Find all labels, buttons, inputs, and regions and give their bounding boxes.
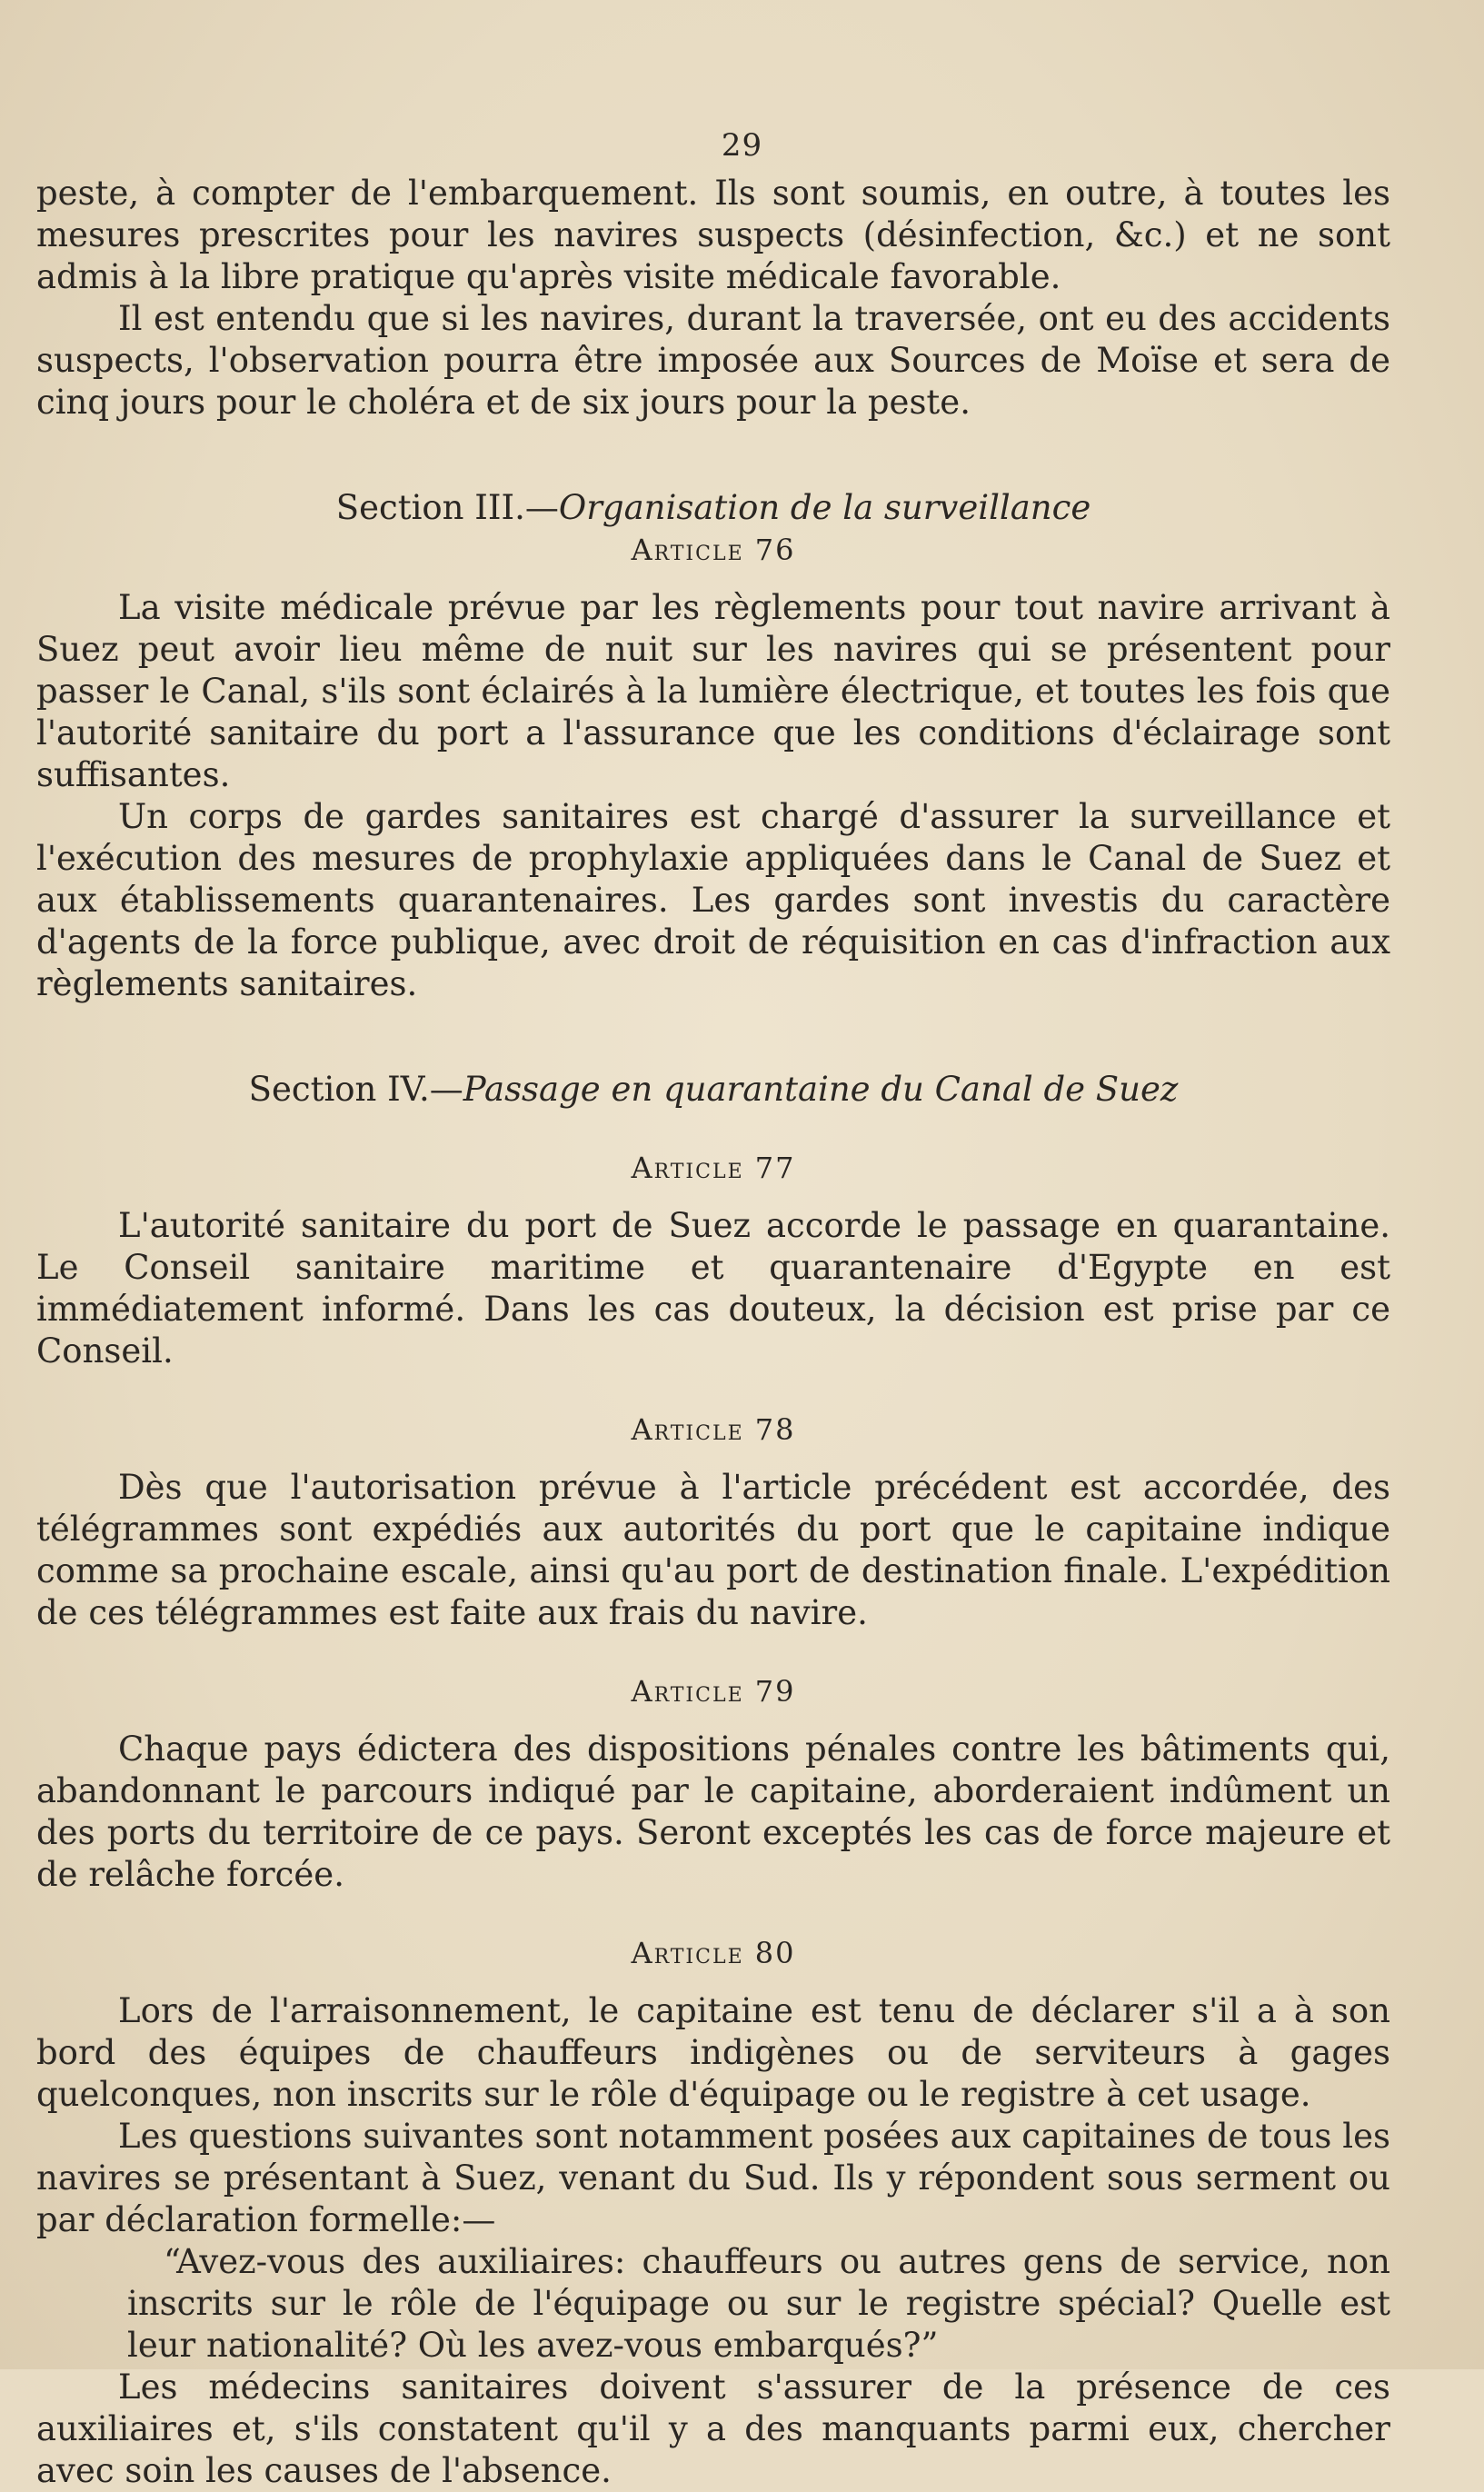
article-76-heading: Article 76 bbox=[631, 533, 796, 567]
article-76-paragraph-1: La visite médicale prévue par les règlements pour tout navire arrivant à Suez peut avoir lieu même de nuit sur les navires qui se présentent pour passer le Canal, s'ils sont éclairés à la lumière électrique, et toutes les fois que l'autorité sanitaire du port a l'assurance que les conditions d'éclairage sont suffisantes. bbox=[36, 588, 1390, 794]
intro-paragraph-2: Il est entendu que si les navires, durant la traversée, ont eu des accidents suspects, l'observation pourra être imposée aux Sources de Moïse et sera de cinq jours pour le choléra et de six jours pour la peste. bbox=[36, 299, 1390, 422]
article-80-paragraph-2: Les questions suivantes sont notamment posées aux capitaines de tous les navires se présentant à Suez, venant du Sud. Ils y répondent sous serment ou par déclaration formelle:— bbox=[36, 2117, 1390, 2239]
document-body bbox=[36, 173, 1390, 2492]
article-79-paragraph-1: Chaque pays édictera des dispositions pénales contre les bâtiments qui, abandonnant le parcours indiqué par le capitaine, aborderaient indûment un des ports du territoire de ce pays. Seront exceptés les cas de force majeure et de relâche forcée. bbox=[36, 1729, 1390, 1894]
section-3-title: Organisation de la surveillance bbox=[558, 488, 1091, 527]
article-78-heading: Article 78 bbox=[631, 1412, 796, 1447]
intro-paragraph-1: peste, à compter de l'embarquement. Ils sont soumis, en outre, à toutes les mesures prescrites pour les navires suspects (désinfection, &c.) et ne sont admis à la libre pratique qu'après visite médicale favorable. bbox=[36, 174, 1390, 296]
page-number: 29 bbox=[721, 127, 763, 164]
section-3-heading bbox=[36, 487, 1390, 529]
article-77-heading: Article 77 bbox=[631, 1151, 796, 1185]
section-4-label: Section IV.— bbox=[248, 1070, 463, 1109]
article-80-paragraph-1: Lors de l'arraisonnement, le capitaine est tenu de déclarer s'il a à son bord des équipes de chauffeurs indigènes ou de serviteurs à gages quelconques, non inscrits sur le rôle d'équipage ou le registre à cet usage. bbox=[36, 1991, 1390, 2114]
article-77-paragraph-1: L'autorité sanitaire du port de Suez accorde le passage en quarantaine. Le Conseil sanitaire maritime et quarantenaire d'Egypte en est immédiatement informé. Dans les cas douteux, la décision est prise par ce Conseil. bbox=[36, 1206, 1390, 1371]
section-4-title: Passage en quarantaine du Canal de Suez bbox=[463, 1070, 1179, 1109]
section-3-label: Section III.— bbox=[335, 488, 559, 527]
article-80-closing: Les médecins sanitaires doivent s'assurer de la présence de ces auxiliaires et, s'ils constatent qu'il y a des manquants parmi eux, chercher avec soin les causes de l'absence. bbox=[36, 2367, 1390, 2490]
article-76-paragraph-2: Un corps de gardes sanitaires est chargé d'assurer la surveillance et l'exécution des mesures de prophylaxie appliquées dans le Canal de Suez et aux établissements quarantenaires. Les gardes sont investis du caractère d'agents de la force publique, avec droit de réquisition en cas d'infraction aux règlements sanitaires. bbox=[36, 797, 1390, 1003]
article-78-paragraph-1: Dès que l'autorisation prévue à l'article précédent est accordée, des télégrammes sont expédiés aux autorités du port que le capitaine indique comme sa prochaine escale, ainsi qu'au port de destination finale. L'expédition de ces télégrammes est faite aux frais du navire. bbox=[36, 1468, 1390, 1632]
section-4-heading bbox=[36, 1069, 1390, 1111]
article-80-quote: “Avez-vous des auxiliaires: chauffeurs ou autres gens de service, non inscrits sur le rôle de l'équipage ou sur le registre spécial? Quelle est leur nationalité? Où les avez-vous embarqués?” bbox=[127, 2242, 1390, 2365]
article-80-heading: Article 80 bbox=[631, 1936, 796, 1970]
article-79-heading: Article 79 bbox=[631, 1674, 796, 1709]
